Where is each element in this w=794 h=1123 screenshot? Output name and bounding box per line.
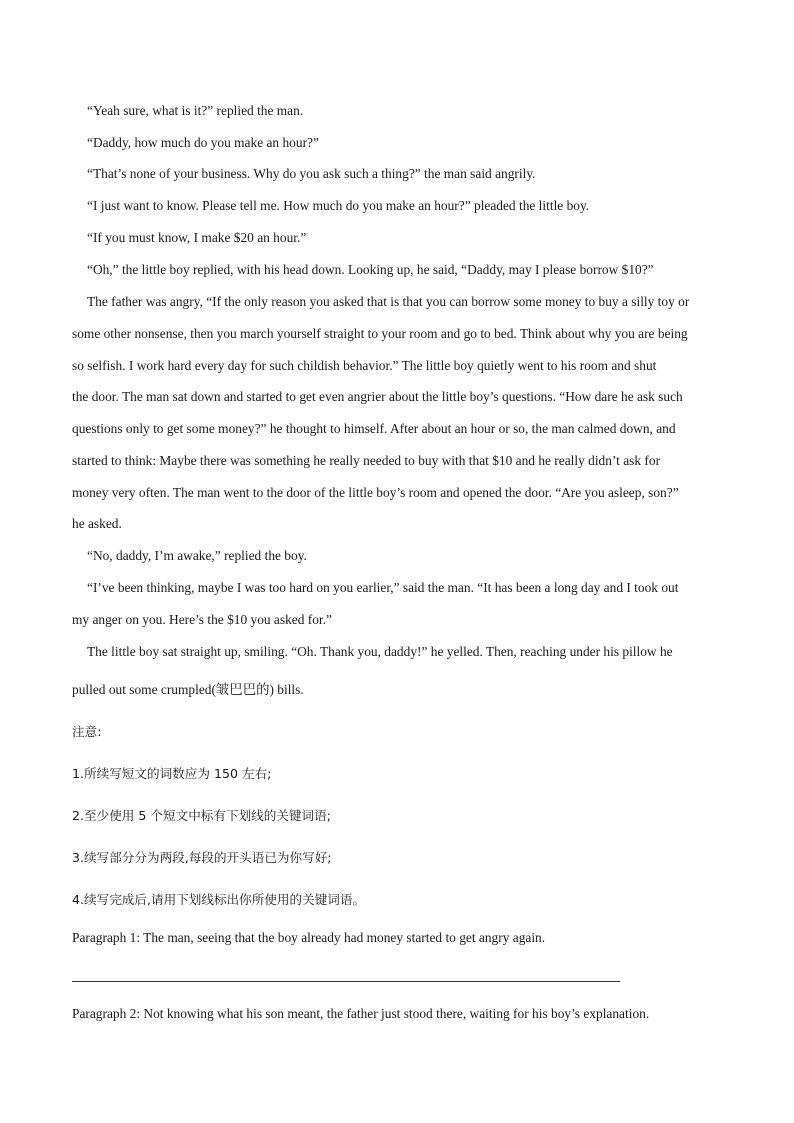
story-line: The little boy sat straight up, smiling. “Oh. Thank you, daddy!” he yelled. Then, reaching under his pillow he (87, 644, 673, 659)
story-line: “Daddy, how much do you make an hour?” (87, 135, 319, 150)
note-item: 2.至少使用 5 个短文中标有下划线的关键词语; (72, 808, 331, 823)
story-line: the door. The man sat down and started to get even angrier about the little boy’s questions. “How dare he ask such (72, 389, 683, 404)
story-line: he asked. (72, 516, 122, 531)
story-line: “If you must know, I make $20 an hour.” (87, 230, 307, 245)
story-line: “I just want to know. Please tell me. How much do you make an hour?” pleaded the little boy. (87, 198, 590, 213)
note-item: 3.续写部分分为两段,每段的开头语已为你写好; (72, 850, 332, 865)
answer-line (72, 981, 620, 982)
story-line: pulled out some crumpled(皱巴巴的) bills. (72, 682, 304, 697)
story-line: “Yeah sure, what is it?” replied the man. (87, 103, 304, 118)
story-line: “I’ve been thinking, maybe I was too hard on you earlier,” said the man. “It has been a long day and I took out (87, 580, 679, 595)
notes-heading: 注意: (72, 724, 102, 739)
story-line: my anger on you. Here’s the $10 you asked for.” (72, 612, 332, 627)
story-line: money very often. The man went to the door of the little boy’s room and opened the door. “Are you asleep, son?” (72, 485, 679, 500)
story-line: started to think: Maybe there was something he really needed to buy with that $10 and he really didn’t ask for (72, 453, 661, 468)
story-line: so selfish. I work hard every day for such childish behavior.” The little boy quietly went to his room and shut (72, 358, 657, 373)
note-item: 1.所续写短文的词数应为 150 左右; (72, 766, 272, 781)
note-item: 4.续写完成后,请用下划线标出你所使用的关键词语。 (72, 892, 366, 907)
story-line: “No, daddy, I’m awake,” replied the boy. (87, 548, 307, 563)
story-line: some other nonsense, then you march yourself straight to your room and go to bed. Think about why you are being (72, 326, 688, 341)
story-line: “That’s none of your business. Why do you ask such a thing?” the man said angrily. (87, 166, 536, 181)
story-line: The father was angry, “If the only reason you asked that is that you can borrow some money to buy a silly toy or (87, 294, 690, 309)
story-line: questions only to get some money?” he thought to himself. After about an hour or so, the man calmed down, and (72, 421, 676, 436)
story-line: “Oh,” the little boy replied, with his head down. Looking up, he said, “Daddy, may I please borrow $10?” (87, 262, 654, 277)
paragraph-1-prompt: Paragraph 1: The man, seeing that the boy already had money started to get angry again. (72, 930, 546, 945)
paragraph-2-prompt: Paragraph 2: Not knowing what his son meant, the father just stood there, waiting for his boy’s explanation. (72, 1006, 650, 1021)
